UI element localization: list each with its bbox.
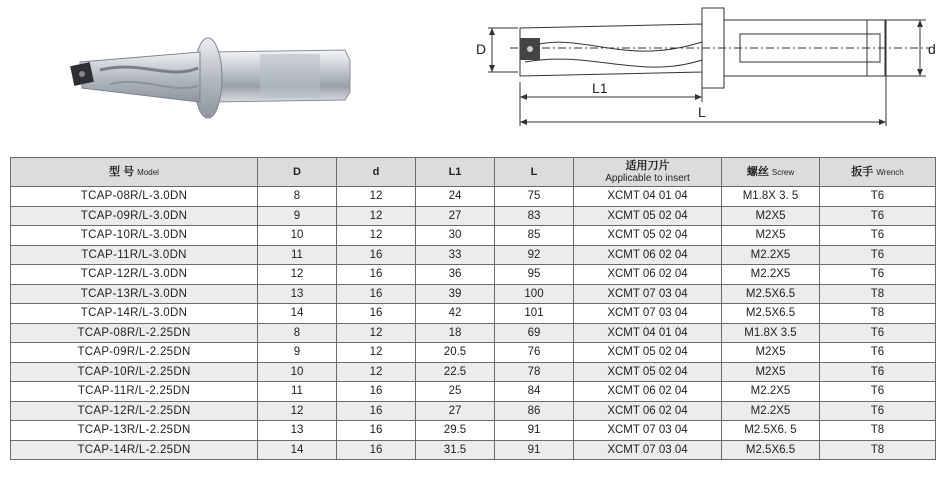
label-L1: L1: [592, 80, 608, 96]
cell-D: 13: [258, 421, 337, 441]
cell-D: 12: [258, 265, 337, 285]
cell-model: TCAP-14R/L-3.0DN: [11, 304, 258, 324]
cell-insert: XCMT 07 03 04: [574, 284, 722, 304]
table-row: [11, 382, 936, 402]
cell-d: 16: [337, 245, 416, 265]
table-row: [11, 284, 936, 304]
cell-d: 12: [337, 343, 416, 363]
table-header-row: [11, 158, 936, 187]
cell-wrench: T8: [820, 440, 936, 460]
header-L1: L1: [416, 158, 495, 187]
cell-wrench: T8: [820, 421, 936, 441]
cell-screw: M2.2X5: [722, 245, 820, 265]
cell-L1: 36: [416, 265, 495, 285]
cell-screw: M2.5X6.5: [722, 304, 820, 324]
cell-D: 12: [258, 401, 337, 421]
cell-L: 76: [495, 343, 574, 363]
cell-L: 83: [495, 206, 574, 226]
cell-model: TCAP-13R/L-3.0DN: [11, 284, 258, 304]
cell-L: 95: [495, 265, 574, 285]
cell-model: TCAP-09R/L-2.25DN: [11, 343, 258, 363]
cell-screw: M2X5: [722, 206, 820, 226]
table-row: [11, 245, 936, 265]
cell-screw: M2.2X5: [722, 401, 820, 421]
cell-screw: M2X5: [722, 226, 820, 246]
cell-L: 92: [495, 245, 574, 265]
cell-wrench: T6: [820, 226, 936, 246]
cell-L: 100: [495, 284, 574, 304]
cell-d: 16: [337, 401, 416, 421]
cell-model: TCAP-13R/L-2.25DN: [11, 421, 258, 441]
cell-wrench: T6: [820, 187, 936, 207]
cell-insert: XCMT 07 03 04: [574, 304, 722, 324]
cell-L: 84: [495, 382, 574, 402]
cell-insert: XCMT 05 02 04: [574, 206, 722, 226]
cell-d: 12: [337, 206, 416, 226]
cell-model: TCAP-14R/L-2.25DN: [11, 440, 258, 460]
label-d: d: [928, 41, 936, 57]
cell-d: 16: [337, 440, 416, 460]
spec-table: [10, 157, 936, 460]
cell-model: TCAP-09R/L-3.0DN: [11, 206, 258, 226]
table-body: [11, 187, 936, 460]
cell-L: 86: [495, 401, 574, 421]
cell-L1: 42: [416, 304, 495, 324]
cell-model: TCAP-12R/L-3.0DN: [11, 265, 258, 285]
cell-L1: 27: [416, 401, 495, 421]
cell-screw: M2X5: [722, 362, 820, 382]
cell-L1: 31.5: [416, 440, 495, 460]
cell-wrench: T6: [820, 245, 936, 265]
cell-L: 85: [495, 226, 574, 246]
cell-screw: M2.2X5: [722, 382, 820, 402]
header-screw: 螺丝 Screw: [722, 158, 820, 187]
cell-model: TCAP-08R/L-3.0DN: [11, 187, 258, 207]
cell-L: 91: [495, 440, 574, 460]
cell-d: 16: [337, 265, 416, 285]
table-row: [11, 323, 936, 343]
cell-screw: M2.5X6.5: [722, 284, 820, 304]
cell-d: 12: [337, 362, 416, 382]
cell-screw: M2.2X5: [722, 265, 820, 285]
cell-L1: 24: [416, 187, 495, 207]
cell-screw: M2.5X6. 5: [722, 421, 820, 441]
cell-insert: XCMT 05 02 04: [574, 362, 722, 382]
cell-L1: 33: [416, 245, 495, 265]
cell-screw: M1.8X 3.5: [722, 323, 820, 343]
cell-L1: 25: [416, 382, 495, 402]
cell-L: 78: [495, 362, 574, 382]
table-row: [11, 421, 936, 441]
cell-L1: 22.5: [416, 362, 495, 382]
cell-wrench: T6: [820, 343, 936, 363]
cell-D: 11: [258, 382, 337, 402]
header-D: D: [258, 158, 337, 187]
cell-D: 9: [258, 206, 337, 226]
cell-insert: XCMT 04 01 04: [574, 187, 722, 207]
table-row: [11, 187, 936, 207]
cell-screw: M2.5X6.5: [722, 440, 820, 460]
cell-model: TCAP-11R/L-3.0DN: [11, 245, 258, 265]
table-row: [11, 440, 936, 460]
label-L: L: [698, 104, 706, 120]
cell-d: 12: [337, 323, 416, 343]
cell-D: 10: [258, 362, 337, 382]
cell-L1: 30: [416, 226, 495, 246]
table-row: [11, 362, 936, 382]
cell-d: 16: [337, 304, 416, 324]
cell-wrench: T8: [820, 304, 936, 324]
cell-L: 69: [495, 323, 574, 343]
header-wrench: 扳手 Wrench: [820, 158, 936, 187]
cell-L: 101: [495, 304, 574, 324]
header-insert: 适用刀片 Applicable to insert: [574, 158, 722, 187]
cell-D: 14: [258, 304, 337, 324]
cell-model: TCAP-08R/L-2.25DN: [11, 323, 258, 343]
cell-wrench: T6: [820, 323, 936, 343]
cell-insert: XCMT 07 03 04: [574, 440, 722, 460]
cell-insert: XCMT 06 02 04: [574, 401, 722, 421]
cell-d: 16: [337, 284, 416, 304]
cell-insert: XCMT 07 03 04: [574, 421, 722, 441]
cell-wrench: T6: [820, 401, 936, 421]
cell-L1: 39: [416, 284, 495, 304]
cell-model: TCAP-10R/L-3.0DN: [11, 226, 258, 246]
cell-insert: XCMT 06 02 04: [574, 382, 722, 402]
cell-wrench: T6: [820, 382, 936, 402]
cell-wrench: T6: [820, 206, 936, 226]
cell-d: 12: [337, 187, 416, 207]
cell-insert: XCMT 06 02 04: [574, 245, 722, 265]
cell-d: 16: [337, 421, 416, 441]
technical-drawing: [470, 2, 940, 132]
cell-model: TCAP-12R/L-2.25DN: [11, 401, 258, 421]
cell-D: 9: [258, 343, 337, 363]
cell-insert: XCMT 05 02 04: [574, 226, 722, 246]
cell-insert: XCMT 06 02 04: [574, 265, 722, 285]
header-model: 型 号 Model: [11, 158, 258, 187]
cell-L: 75: [495, 187, 574, 207]
cell-wrench: T8: [820, 284, 936, 304]
cell-wrench: T6: [820, 265, 936, 285]
cell-screw: M1.8X 3. 5: [722, 187, 820, 207]
cell-D: 13: [258, 284, 337, 304]
cell-L: 91: [495, 421, 574, 441]
cell-insert: XCMT 05 02 04: [574, 343, 722, 363]
table-row: [11, 304, 936, 324]
cell-model: TCAP-10R/L-2.25DN: [11, 362, 258, 382]
table-row: [11, 226, 936, 246]
table-row: [11, 343, 936, 363]
product-photo: [60, 20, 360, 135]
cell-D: 10: [258, 226, 337, 246]
cell-L1: 29.5: [416, 421, 495, 441]
cell-D: 14: [258, 440, 337, 460]
cell-insert: XCMT 04 01 04: [574, 323, 722, 343]
cell-d: 12: [337, 226, 416, 246]
cell-D: 8: [258, 323, 337, 343]
cell-model: TCAP-11R/L-2.25DN: [11, 382, 258, 402]
cell-screw: M2X5: [722, 343, 820, 363]
label-D: D: [476, 41, 487, 57]
cell-wrench: T6: [820, 362, 936, 382]
table-row: [11, 265, 936, 285]
cell-L1: 18: [416, 323, 495, 343]
table-row: [11, 401, 936, 421]
cell-L1: 20.5: [416, 343, 495, 363]
header-d: d: [337, 158, 416, 187]
cell-D: 8: [258, 187, 337, 207]
header-L: L: [495, 158, 574, 187]
cell-L1: 27: [416, 206, 495, 226]
cell-D: 11: [258, 245, 337, 265]
table-row: [11, 206, 936, 226]
cell-d: 16: [337, 382, 416, 402]
